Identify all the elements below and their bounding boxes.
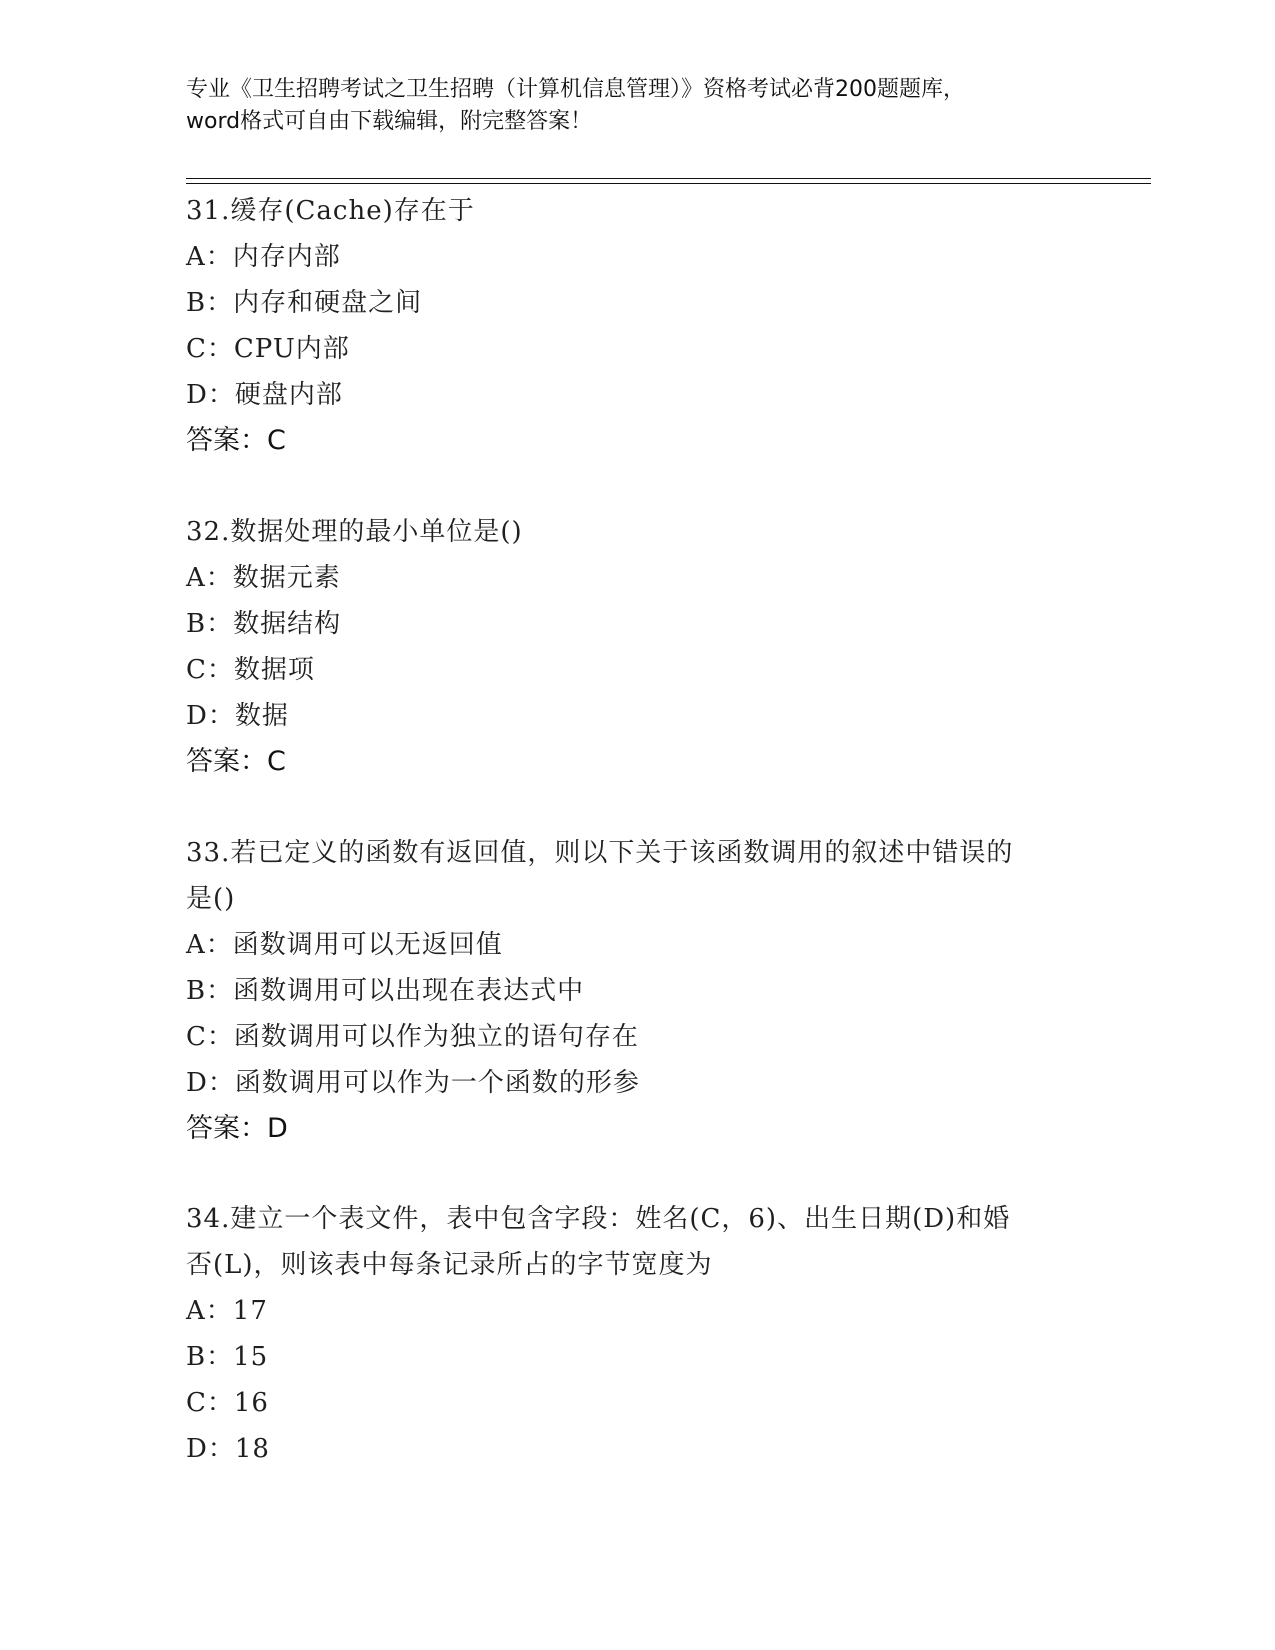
option-c: C：16 xyxy=(186,1388,269,1418)
question-32 xyxy=(186,509,1086,785)
option-b: B：数据结构 xyxy=(186,609,342,639)
document-header xyxy=(186,74,1086,138)
header-divider-bottom xyxy=(186,183,1151,184)
header-divider-top xyxy=(186,178,1151,179)
option-d: D：18 xyxy=(186,1434,270,1464)
option-b: B：内存和硬盘之间 xyxy=(186,288,423,318)
question-stem-line-1: 33.若已定义的函数有返回值，则以下关于该函数调用的叙述中错误的 xyxy=(186,838,1014,868)
option-b: B：函数调用可以出现在表达式中 xyxy=(186,976,585,1006)
answer-line: 答案：C xyxy=(186,746,286,777)
option-d: D：数据 xyxy=(186,701,289,731)
question-stem: 32.数据处理的最小单位是() xyxy=(186,517,523,547)
option-b: B：15 xyxy=(186,1342,269,1372)
question-stem: 31.缓存(Cache)存在于 xyxy=(186,196,475,226)
question-31 xyxy=(186,188,1086,464)
option-a: A：内存内部 xyxy=(186,242,341,272)
answer-line: 答案：D xyxy=(186,1113,288,1144)
question-stem-line-2: 是() xyxy=(186,884,236,914)
option-a: A：函数调用可以无返回值 xyxy=(186,930,503,960)
header-line-1: 专业《卫生招聘考试之卫生招聘（计算机信息管理）》资格考试必背200题题库， xyxy=(186,77,965,102)
option-d: D：函数调用可以作为一个函数的形参 xyxy=(186,1068,640,1098)
question-33 xyxy=(186,830,1086,1152)
option-c: C：函数调用可以作为独立的语句存在 xyxy=(186,1022,639,1052)
question-34 xyxy=(186,1196,1086,1472)
option-a: A：数据元素 xyxy=(186,563,341,593)
option-c: C：CPU内部 xyxy=(186,334,350,364)
header-line-2: word格式可自由下载编辑，附完整答案！ xyxy=(186,109,593,134)
question-stem-line-1: 34.建立一个表文件，表中包含字段：姓名(C，6)、出生日期(D)和婚 xyxy=(186,1204,1011,1234)
option-c: C：数据项 xyxy=(186,655,315,685)
option-a: A：17 xyxy=(186,1296,268,1326)
answer-line: 答案：C xyxy=(186,425,286,456)
question-stem-line-2: 否(L)，则该表中每条记录所占的字节宽度为 xyxy=(186,1250,713,1280)
option-d: D：硬盘内部 xyxy=(186,380,343,410)
